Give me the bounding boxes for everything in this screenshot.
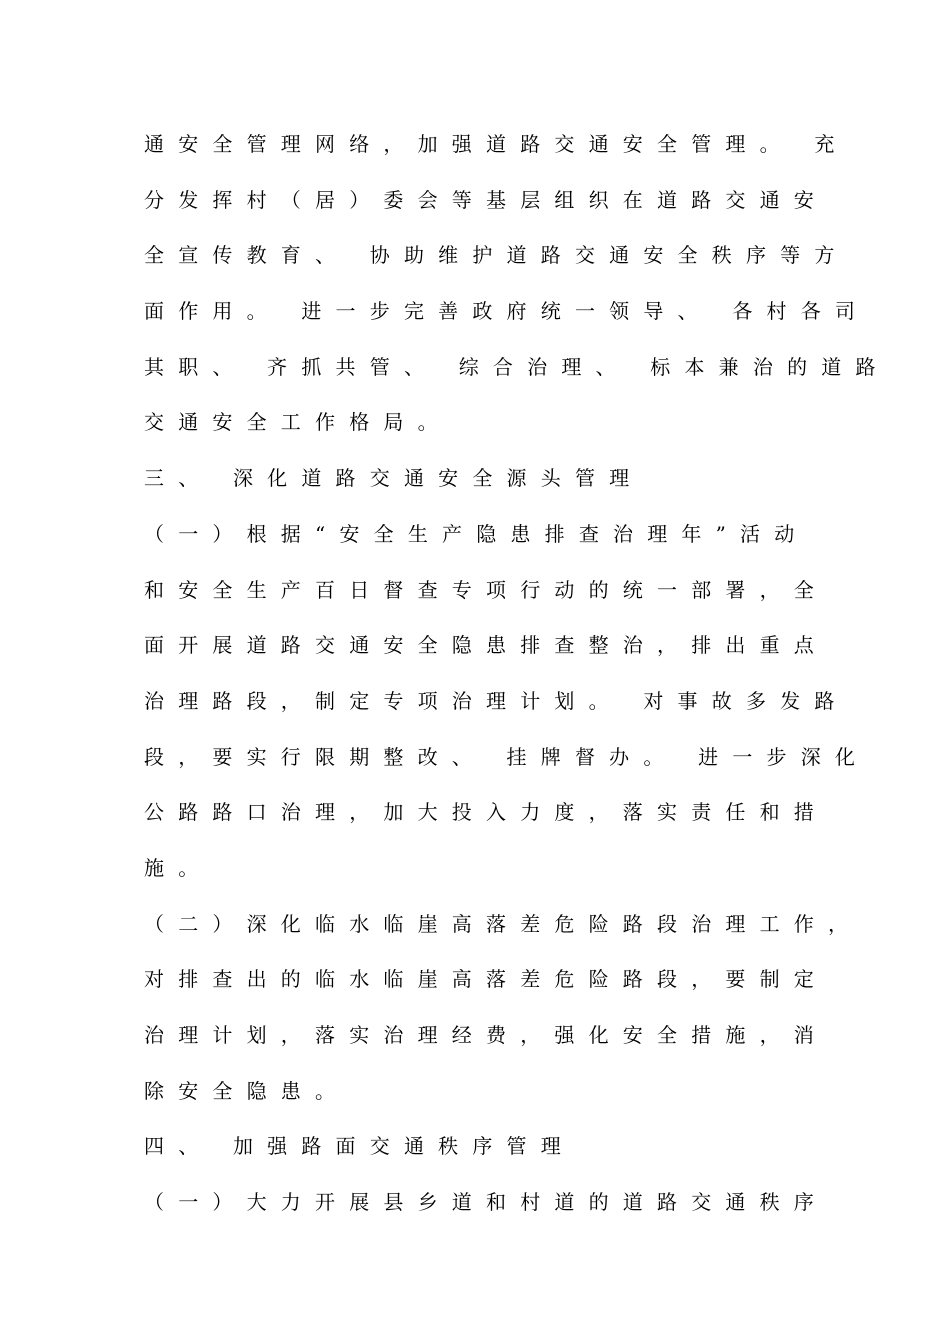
body-text — [144, 130, 890, 1244]
section-heading: 四、 加强路面交通秩序管理 — [144, 1134, 575, 1159]
text-line: 和安全生产百日督查专项行动的统一部署，全 — [144, 577, 828, 602]
text-line: 除安全隐患。 — [144, 1078, 350, 1103]
text-line: 通安全管理网络，加强道路交通安全管理。 充 — [144, 132, 849, 156]
text-line: 分发挥村（居）委会等基层组织在道路交通安 — [144, 187, 828, 212]
text-line: 面开展道路交通安全隐患排查整治，排出重点 — [144, 633, 828, 658]
text-line: 段，要实行限期整改、 挂牌督办。 进一步深化 — [144, 744, 870, 769]
section-heading: 三、 深化道路交通安全源头管理 — [144, 466, 644, 491]
text-line: 公路路口治理，加大投入力度，落实责任和措 — [144, 800, 828, 825]
text-line: （一）大力开展县乡道和村道的道路交通秩序 — [144, 1190, 828, 1215]
text-line: 治理计划，落实治理经费，强化安全措施，消 — [144, 1023, 828, 1047]
text-line: 施。 — [144, 855, 213, 880]
text-line: 面作用。 进一步完善政府统一领导、 各村各司 — [144, 299, 870, 324]
text-line: （一）根据“安全生产隐患排查治理年”活动 — [144, 521, 809, 546]
text-line: 交通安全工作格局。 — [144, 410, 452, 435]
text-line: 对排查出的临水临崖高落差危险路段，要制定 — [144, 967, 828, 992]
text-line: 其职、 齐抓共管、 综合治理、 标本兼治的道路 — [144, 354, 890, 379]
text-line: 治理路段，制定专项治理计划。 对事故多发路 — [144, 688, 849, 713]
text-line: （二）深化临水临崖高落差危险路段治理工作， — [144, 911, 863, 936]
text-line: 全宣传教育、 协助维护道路交通安全秩序等方 — [144, 243, 849, 268]
